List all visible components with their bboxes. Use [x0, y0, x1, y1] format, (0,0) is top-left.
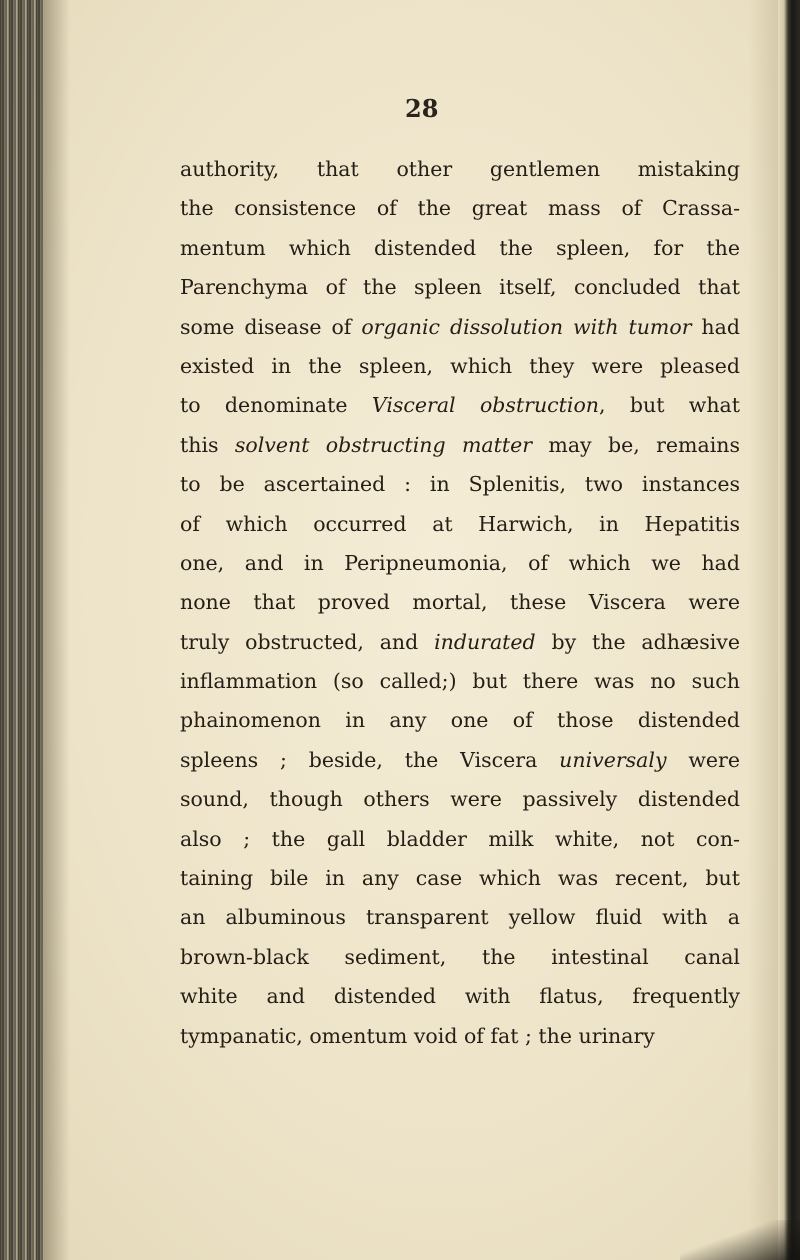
text-line: [180, 308, 740, 347]
text-line: [180, 426, 740, 465]
text-run: had: [691, 314, 740, 339]
text-line: to be ascertained : in Splenitis, two instances: [180, 472, 740, 497]
text-line: Parenchyma of the spleen itself, concluded that: [180, 275, 740, 300]
page-number: 28: [405, 94, 439, 123]
text-run: spleens ; beside, the Viscera: [180, 747, 560, 772]
text-line: sound, though others were passively distended: [180, 787, 740, 812]
gutter-shadow: [44, 0, 70, 1260]
corner-shadow: [680, 1220, 800, 1260]
text-run: , but what: [599, 393, 741, 418]
text-line: existed in the spleen, which they were pleased: [180, 353, 740, 378]
text-line: the consistence of the great mass of Crassa-: [180, 196, 740, 221]
text-line: brown-black sediment, the intestinal canal: [180, 944, 740, 969]
italic-text-run: Visceral obstruction: [371, 393, 600, 418]
text-line: tympanatic, omentum void of fat ; the urinary: [180, 1023, 655, 1048]
text-line: taining bile in any case which was recent, but: [180, 866, 740, 891]
text-line: white and distended with flatus, frequently: [180, 984, 740, 1009]
italic-text-run: indurated: [434, 629, 536, 654]
text-run: were: [666, 747, 740, 772]
body-text: [180, 150, 740, 1056]
text-line: [180, 741, 740, 780]
text-line: of which occurred at Harwich, in Hepatitis: [180, 511, 740, 536]
text-run: truly obstructed, and: [180, 629, 435, 654]
text-run: to denominate: [180, 393, 372, 418]
text-line: also ; the gall bladder milk white, not con-: [180, 826, 740, 851]
text-line: one, and in Peripneumonia, of which we had: [180, 550, 740, 575]
text-line: inflammation (so called;) but there was no such: [180, 669, 740, 694]
text-line: none that proved mortal, these Viscera were: [180, 590, 740, 615]
text-line: mentum which distended the spleen, for the: [180, 235, 740, 260]
text-line: an albuminous transparent yellow fluid with a: [180, 905, 740, 930]
text-line: [180, 386, 740, 425]
page-edge-shadow: [748, 0, 778, 1260]
text-line: [180, 623, 740, 662]
text-line: authority, that other gentlemen mistaking: [180, 157, 740, 181]
italic-text-run: solvent obstructing matter: [234, 432, 533, 457]
page-stack-edge: [778, 0, 800, 1260]
text-run: this: [180, 432, 235, 457]
text-line: phainomenon in any one of those distended: [180, 708, 740, 733]
italic-text-run: organic dissolution with tumor: [361, 314, 692, 339]
text-run: some disease of: [180, 314, 362, 339]
text-run: by the adhæsive: [535, 629, 740, 654]
text-run: may be, remains: [532, 432, 740, 457]
italic-text-run: universaly: [559, 747, 667, 772]
book-binding: [0, 0, 44, 1260]
